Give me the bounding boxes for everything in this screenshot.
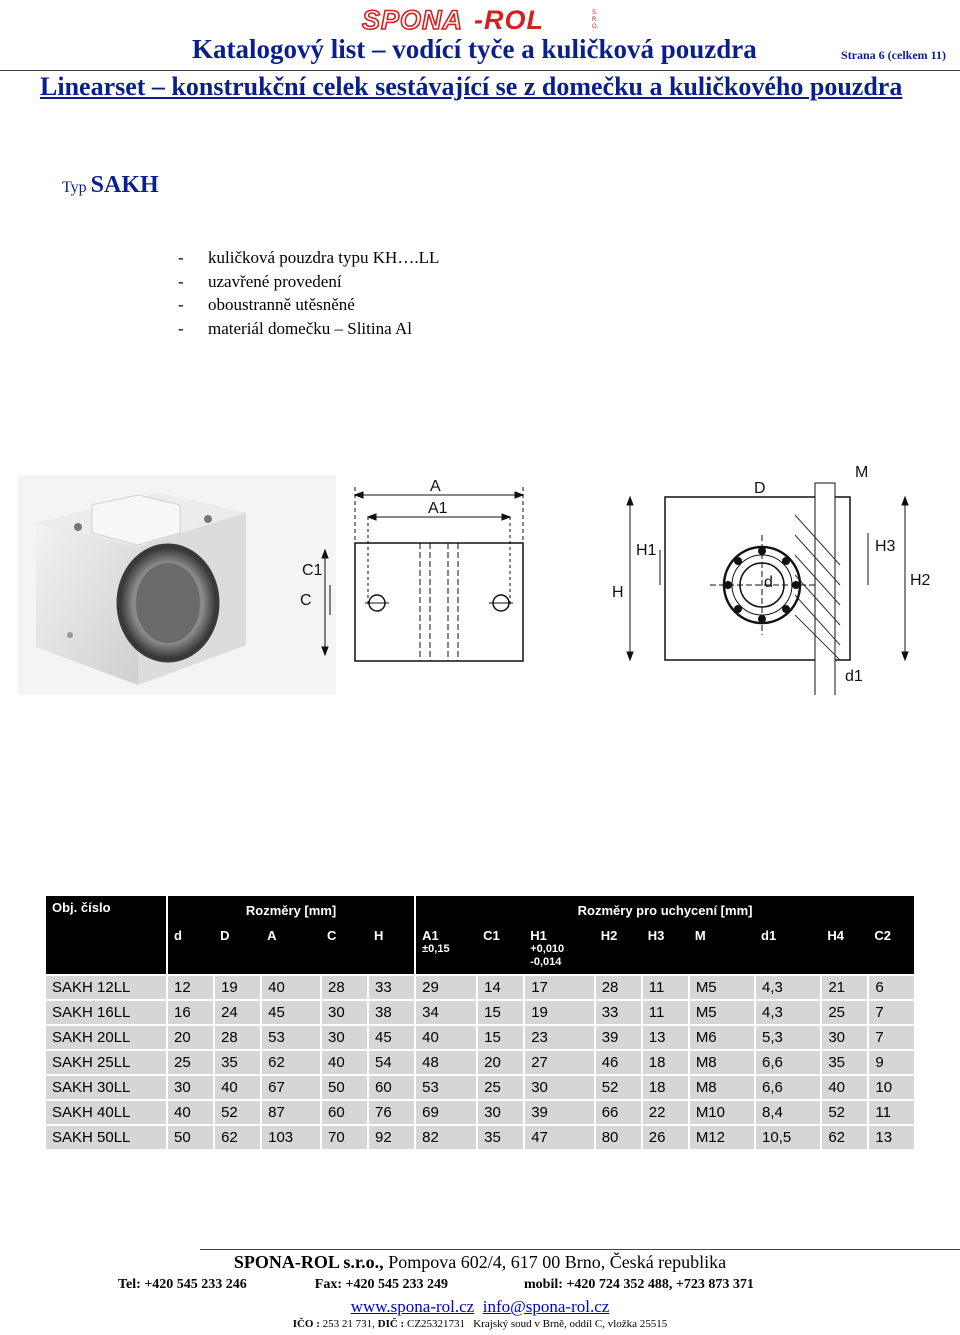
spona-rol-logo [356, 4, 606, 34]
group-header-dims: Rozměry [mm] [167, 896, 415, 924]
label-H3: H3 [875, 538, 896, 555]
table-cell: 5,3 [755, 1025, 821, 1050]
table-cell: 30 [321, 1000, 368, 1025]
svg-text:R.: R. [592, 17, 598, 23]
table-cell: 40 [415, 1025, 477, 1050]
table-cell-obj: SAKH 20LL [46, 1025, 167, 1050]
table-row [46, 1075, 914, 1100]
feature-item: - oboustranně utěsněné [178, 295, 355, 314]
footer-company: SPONA-ROL s.r.o., Pompova 602/4, 617 00 Brno, Česká republika [233, 1252, 727, 1272]
table-cell: 19 [214, 975, 261, 1000]
table-cell: 25 [821, 1000, 868, 1025]
table-cell: 82 [415, 1125, 477, 1149]
email-link[interactable]: info@spona-rol.cz [482, 1297, 610, 1316]
col-header-H3: H3 [642, 924, 689, 975]
label-d1: d1 [845, 668, 863, 685]
table-cell: M6 [689, 1025, 755, 1050]
table-cell: 52 [595, 1075, 642, 1100]
table-cell: 62 [821, 1125, 868, 1149]
table-cell-obj: SAKH 50LL [46, 1125, 167, 1149]
table-cell-obj: SAKH 25LL [46, 1050, 167, 1075]
table-cell: 14 [477, 975, 524, 1000]
table-row [46, 1025, 914, 1050]
table-cell: 6 [868, 975, 914, 1000]
side-view [300, 478, 523, 661]
table-row [46, 1125, 914, 1149]
table-cell: 39 [524, 1100, 594, 1125]
label-D: D [754, 480, 766, 497]
table-cell: 8,4 [755, 1100, 821, 1125]
col-header-H1: H1 +0,010 -0,014 [524, 924, 594, 975]
specification-table [46, 896, 914, 1149]
feature-item: - kuličková pouzdra typu KH….LL [178, 248, 440, 267]
table-cell: 33 [368, 975, 415, 1000]
table-cell: 50 [321, 1075, 368, 1100]
footer-registration: IČO : 253 21 731, DIČ : CZ25321731 Krajský soud v Brně, oddíl C, vložka 25515 [292, 1318, 668, 1330]
table-cell: 87 [261, 1100, 321, 1125]
col-header-H: H [368, 924, 415, 975]
table-cell: 18 [642, 1050, 689, 1075]
table-cell: 46 [595, 1050, 642, 1075]
table-cell: 53 [261, 1025, 321, 1050]
col-header-d: d [167, 924, 214, 975]
table-cell: 54 [368, 1050, 415, 1075]
table-cell: 30 [167, 1075, 214, 1100]
table-cell: 20 [477, 1050, 524, 1075]
col-header-C: C [321, 924, 368, 975]
page-number: Strana 6 (celkem 11) [841, 48, 946, 62]
col-header-obj: Obj. číslo [46, 896, 167, 975]
table-cell: 33 [595, 1000, 642, 1025]
table-cell: 26 [642, 1125, 689, 1149]
table-cell: 19 [524, 1000, 594, 1025]
footer-contacts [118, 1277, 754, 1293]
table-cell: 48 [415, 1050, 477, 1075]
type-label: Typ [62, 179, 87, 196]
table-cell: 52 [821, 1100, 868, 1125]
table-cell: 11 [868, 1100, 914, 1125]
table-cell: 103 [261, 1125, 321, 1149]
table-cell: 35 [477, 1125, 524, 1149]
table-cell: 6,6 [755, 1075, 821, 1100]
table-cell: 28 [321, 975, 368, 1000]
label-M: M [855, 464, 869, 481]
table-cell: 70 [321, 1125, 368, 1149]
col-header-D: D [214, 924, 261, 975]
table-cell: 40 [167, 1100, 214, 1125]
footer-fax: Fax: +420 545 233 249 [314, 1277, 448, 1292]
table-cell: 35 [821, 1050, 868, 1075]
table-cell: 30 [477, 1100, 524, 1125]
table-row [46, 1100, 914, 1125]
table-cell: 47 [524, 1125, 594, 1149]
table-cell: 12 [167, 975, 214, 1000]
table-cell: 35 [214, 1050, 261, 1075]
table-cell: 80 [595, 1125, 642, 1149]
table-cell: 11 [642, 1000, 689, 1025]
table-cell: 39 [595, 1025, 642, 1050]
table-cell: 20 [167, 1025, 214, 1050]
table-cell: 10,5 [755, 1125, 821, 1149]
table-cell: 40 [214, 1075, 261, 1100]
table-cell: 28 [595, 975, 642, 1000]
table-cell-obj: SAKH 40LL [46, 1100, 167, 1125]
table-cell: 62 [261, 1050, 321, 1075]
technical-drawing [270, 455, 950, 695]
table-cell: 15 [477, 1000, 524, 1025]
table-cell: 45 [261, 1000, 321, 1025]
table-cell: M5 [689, 975, 755, 1000]
table-cell: 18 [642, 1075, 689, 1100]
page-subtitle: Linearset – konstrukční celek sestávající se z domečku a kuličkového pouzdra [40, 72, 903, 101]
table-cell: M10 [689, 1100, 755, 1125]
table-cell: 24 [214, 1000, 261, 1025]
table-cell: 60 [321, 1100, 368, 1125]
table-cell: M5 [689, 1000, 755, 1025]
table-cell: 67 [261, 1075, 321, 1100]
col-header-C1: C1 [477, 924, 524, 975]
col-header-H4: H4 [821, 924, 868, 975]
table-cell: 52 [214, 1100, 261, 1125]
table-cell: 92 [368, 1125, 415, 1149]
table-cell: 11 [642, 975, 689, 1000]
table-cell: 60 [368, 1075, 415, 1100]
table-cell: 34 [415, 1000, 477, 1025]
label-H1: H1 [636, 542, 657, 559]
table-cell: M8 [689, 1050, 755, 1075]
table-cell: 29 [415, 975, 477, 1000]
svg-text:-ROL: -ROL [474, 5, 544, 34]
table-row [46, 1050, 914, 1075]
feature-list [178, 246, 439, 340]
table-cell: M12 [689, 1125, 755, 1149]
label-H: H [612, 584, 624, 601]
col-header-A1: A1 ±0,15 [415, 924, 477, 975]
table-cell-obj: SAKH 12LL [46, 975, 167, 1000]
table-cell: 13 [868, 1125, 914, 1149]
header-divider [0, 70, 960, 71]
footer-mobile: mobil: +420 724 352 488, +723 873 371 [524, 1277, 754, 1292]
table-cell: 7 [868, 1025, 914, 1050]
table-cell: 40 [821, 1075, 868, 1100]
table-cell: 40 [321, 1050, 368, 1075]
table-cell: 45 [368, 1025, 415, 1050]
group-header-mount: Rozměry pro uchycení [mm] [415, 896, 914, 924]
table-cell: 13 [642, 1025, 689, 1050]
table-row [46, 1000, 914, 1025]
label-d: d [764, 574, 773, 591]
page-title: Katalogový list – vodící tyče a kuličková pouzdra [192, 34, 757, 64]
footer-divider [200, 1249, 960, 1250]
table-cell: 25 [167, 1050, 214, 1075]
table-cell-obj: SAKH 30LL [46, 1075, 167, 1100]
table-cell: 17 [524, 975, 594, 1000]
col-header-A: A [261, 924, 321, 975]
table-cell: 4,3 [755, 1000, 821, 1025]
svg-text:SPONA: SPONA [362, 5, 464, 34]
table-cell: 23 [524, 1025, 594, 1050]
label-A1: A1 [428, 500, 448, 517]
table-cell: 30 [821, 1025, 868, 1050]
front-view [612, 464, 931, 695]
table-cell: 27 [524, 1050, 594, 1075]
table-cell: 30 [524, 1075, 594, 1100]
table-cell: 62 [214, 1125, 261, 1149]
table-cell: 7 [868, 1000, 914, 1025]
table-cell: 9 [868, 1050, 914, 1075]
product-type [62, 172, 159, 199]
col-header-C2: C2 [868, 924, 914, 975]
table-cell: 53 [415, 1075, 477, 1100]
feature-item: - materiál domečku – Slitina Al [178, 318, 412, 338]
col-header-d1: d1 [755, 924, 821, 975]
col-header-M: M [689, 924, 755, 975]
table-cell: 15 [477, 1025, 524, 1050]
table-cell-obj: SAKH 16LL [46, 1000, 167, 1025]
type-value: SAKH [90, 172, 159, 198]
table-cell: 30 [321, 1025, 368, 1050]
table-cell: 25 [477, 1075, 524, 1100]
table-cell: 4,3 [755, 975, 821, 1000]
table-cell: 16 [167, 1000, 214, 1025]
table-cell: 50 [167, 1125, 214, 1149]
footer-tel: Tel: +420 545 233 246 [118, 1277, 247, 1292]
label-C: C [300, 592, 312, 609]
svg-text:S.: S. [592, 10, 598, 16]
table-cell: 69 [415, 1100, 477, 1125]
label-A: A [430, 478, 441, 495]
table-cell: 28 [214, 1025, 261, 1050]
table-cell: M8 [689, 1075, 755, 1100]
table-cell: 66 [595, 1100, 642, 1125]
table-cell: 10 [868, 1075, 914, 1100]
footer-links [0, 1297, 960, 1317]
website-link[interactable]: www.spona-rol.cz [350, 1297, 475, 1316]
table-cell: 21 [821, 975, 868, 1000]
label-C1: C1 [302, 562, 323, 579]
table-cell: 40 [261, 975, 321, 1000]
table-cell: 6,6 [755, 1050, 821, 1075]
svg-text:O.: O. [592, 24, 599, 30]
table-cell: 38 [368, 1000, 415, 1025]
table-cell: 76 [368, 1100, 415, 1125]
feature-item: - uzavřené provedení [178, 271, 342, 291]
label-H2: H2 [910, 572, 931, 589]
table-cell: 22 [642, 1100, 689, 1125]
col-header-H2: H2 [595, 924, 642, 975]
table-row [46, 975, 914, 1000]
